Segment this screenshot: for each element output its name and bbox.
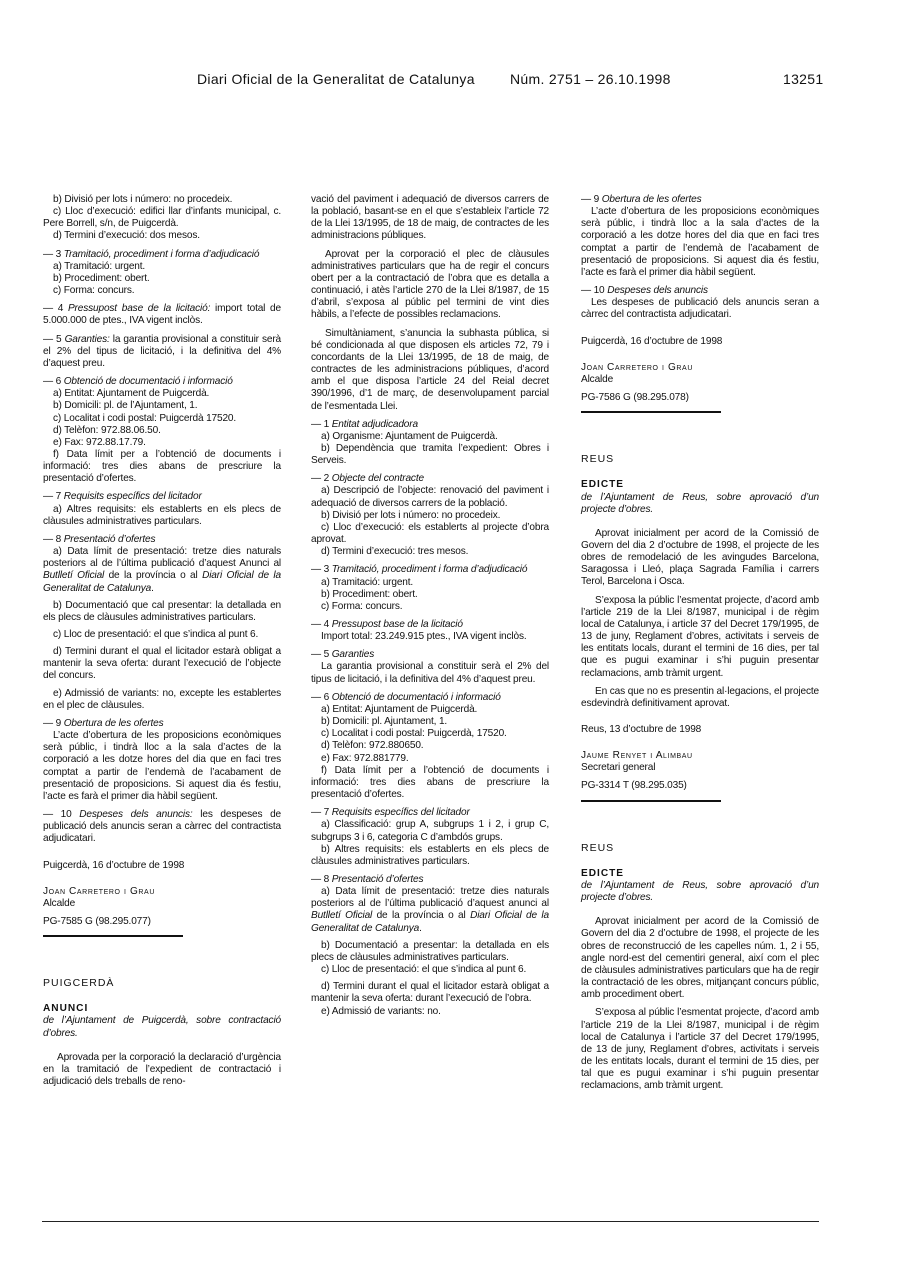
text: Aprovat per la corporació el plec de clàusules administratives particulars que ha de regir el concurs obert per a la contractació de l’obra que es detalla a continuació, i atès l’article 270 de la Llei 8/1987, de 15 d’abril, s’exposa al públic pel termini de vint dies hàbils, a l’efecte de possibles reclamacions. xyxy=(311,248,549,321)
text-line xyxy=(581,392,819,404)
text: Aprovat inicialment per acord de la Comissió de Govern del dia 2 d’octubre de 1998, el projecte de les obres de reconstrucció de les capelles núm. 1, 2 i 55, angle nord-est del cementiri general, així com el plec de clàusules administratives particulars que ha de regir la contractació de les obres, mitjançant concurs públic, amb procediment obert. xyxy=(581,916,819,1001)
list-item xyxy=(311,819,549,843)
text: b) Documentació que cal presentar: la detallada en els plecs de clàusules administratives particulars. xyxy=(43,599,281,623)
italic-text: Diari Oficial de la Generalitat de Catalunya xyxy=(43,570,281,594)
page-number: 13251 xyxy=(783,71,824,87)
text: b) Procediment: obert. xyxy=(53,272,150,284)
italic-text: Obertura de les ofertes xyxy=(63,717,164,729)
text: b) Domicili: pl. Ajuntament, 1. xyxy=(321,716,448,728)
list-item xyxy=(311,765,549,801)
text: REUS xyxy=(581,841,615,854)
text: EDICTE xyxy=(581,867,625,879)
notice-title xyxy=(581,868,819,880)
list-item xyxy=(311,940,549,964)
italic-text: Despeses dels anuncis xyxy=(607,285,708,297)
text: b) Domicili: pl. de l’Ajuntament, 1. xyxy=(53,400,198,412)
italic-text: Pressupost base de la licitació: xyxy=(67,303,211,315)
text: — 2 xyxy=(311,473,332,485)
text-line xyxy=(43,886,281,898)
text: En cas que no es presentin al·legacions, el projecte esdevindrà definitivament aprovat. xyxy=(581,685,819,709)
text: d) Telèfon: 972.880650. xyxy=(321,740,424,752)
list-item xyxy=(43,730,281,803)
text: PG-7586 G (98.295.078) xyxy=(581,392,689,404)
paragraph xyxy=(581,528,819,589)
column-3 xyxy=(581,194,819,1092)
list-item xyxy=(43,388,281,400)
text: e) Admissió de variants: no, excepte les establertes en el plec de clàusules. xyxy=(43,687,281,711)
text: — 6 xyxy=(43,376,64,388)
text: c) Localitat i codi postal: Puigcerdà, 17520. xyxy=(321,728,507,740)
list-item xyxy=(311,1006,549,1018)
text: Simultàniament, s’anuncia la subhasta pública, si bé condicionada al que disposen els articles 72, 79 i concordants de la Llei 13/1995, de 18 de maig, de contractes de les administracions públiques, d’acord amb el que disposa l’article 24 del Reial decret 390/1996, d’1 de març, de desenvolupament parcial de l’esmentada Llei. xyxy=(311,327,549,412)
text: c) Lloc d’execució: edifici llar d’infants municipal, c. Pere Borrell, s/n, de Puigcerdà. xyxy=(43,206,281,230)
text: d) Termini durant el qual el licitador estarà obligat a mantenir la seva oferta: durant l’execució de l’obra. xyxy=(311,981,549,1005)
list-item xyxy=(43,194,281,206)
section-heading xyxy=(311,874,549,886)
text: a) Entitat: Ajuntament de Puigcerdà. xyxy=(321,703,478,715)
text: c) Lloc d’execució: els establerts al projecte d’obra aprovat. xyxy=(311,521,549,546)
section-heading xyxy=(581,194,819,206)
text: Import total: 23.249.915 ptes., IVA vigent inclòs. xyxy=(321,631,527,643)
list-item xyxy=(311,661,549,685)
text: PG-7585 G (98.295.077) xyxy=(43,915,151,927)
divider-rule xyxy=(43,935,183,937)
list-item xyxy=(311,522,549,546)
list-item xyxy=(311,844,549,868)
text: a) Descripció de l’objecte: renovació del paviment i adequació de diversos carrers de la població. xyxy=(311,485,549,509)
list-item xyxy=(581,206,819,279)
list-item xyxy=(43,413,281,425)
text-line xyxy=(43,916,281,928)
section-heading xyxy=(43,718,281,730)
text: b) Altres requisits: els establerts en els plecs de clàusules administratives particulars. xyxy=(311,843,549,867)
text-line xyxy=(581,336,819,348)
signatory-name: Jaume Renyet i Alimbau xyxy=(581,750,693,762)
italic-text: Obertura de les ofertes xyxy=(601,194,702,205)
section-heading xyxy=(311,419,549,431)
italic-text: de l’Ajuntament de Puigcerdà, sobre contractació d’obres. xyxy=(43,1015,281,1039)
section-heading xyxy=(43,491,281,503)
text: la garantia provisional a constituir serà el 2% del tipus de licitació, i la definitiva del 4% d’aquest preu. xyxy=(43,333,282,369)
list-item xyxy=(43,449,281,485)
text: Reus, 13 d’octubre de 1998 xyxy=(581,724,702,735)
place-heading xyxy=(43,977,281,989)
text: e) Fax: 972.88.17.79. xyxy=(53,436,146,448)
text: — 5 xyxy=(311,649,332,661)
text-line xyxy=(581,750,819,762)
text: — 7 xyxy=(43,491,64,503)
section-heading xyxy=(311,807,549,819)
italic-text: Garanties xyxy=(331,649,375,661)
italic-text: Objecte del contracte xyxy=(331,473,424,485)
list-item xyxy=(311,740,549,752)
text: — 3 xyxy=(311,564,332,576)
italic-text: Presentació d’ofertes xyxy=(63,533,156,545)
section-heading xyxy=(43,809,281,845)
text: PG-3314 T (98.295.035) xyxy=(581,780,687,792)
column-1 xyxy=(43,194,281,1088)
paragraph xyxy=(43,1052,281,1088)
list-item xyxy=(311,981,549,1005)
text: — 4 xyxy=(311,619,332,630)
list-item xyxy=(43,273,281,285)
section-heading xyxy=(311,619,549,631)
text: EDICTE xyxy=(581,479,625,491)
list-item xyxy=(43,546,281,595)
list-item xyxy=(311,546,549,558)
text: import total de 5.000.000 de ptes., IVA vigent inclòs. xyxy=(43,303,281,327)
text: c) Forma: concurs. xyxy=(53,285,135,297)
text: PUIGCERDÀ xyxy=(43,977,115,990)
text: S’exposa la públic l’esmentat projecte, d’acord amb l’article 219 de la Llei 8/1987, municipal i de règim local de Catalunya, i article 37 del Decret 179/1995, de 13 de juny, Reglament d’obres, activitats i serveis de les entitats locals, durant el termini de 16 dies, per tal que es pugui examinar i s’hi puguin presentar reclamacions, amb tràmit urgent. xyxy=(581,594,819,679)
text-line xyxy=(581,762,819,774)
list-item xyxy=(311,431,549,443)
signatory-name: Joan Carretero i Grau xyxy=(581,361,693,373)
text: Puigcerdà, 16 d’octubre de 1998 xyxy=(43,859,185,871)
text-line xyxy=(581,880,819,904)
text: REUS xyxy=(581,453,615,466)
section-heading xyxy=(43,334,281,370)
text-line xyxy=(43,1015,281,1039)
text: a) Tramitació: urgent. xyxy=(321,576,414,588)
list-item xyxy=(43,285,281,297)
list-item xyxy=(43,629,281,641)
text: a) Tramitació: urgent. xyxy=(53,260,146,272)
text: a) Data límit de presentació: tretze dies naturals posteriors al de l’última publicació d’aquest anunci al xyxy=(311,886,549,910)
divider-rule xyxy=(581,800,721,802)
text: — 4 xyxy=(43,303,68,315)
list-item xyxy=(43,646,281,682)
text: c) Localitat i codi postal: Puigcerdà 17520. xyxy=(53,412,237,424)
text: — 6 xyxy=(311,691,332,703)
place-heading xyxy=(581,842,819,854)
text: b) Dependència que tramita l’expedient: Obres i Serveis. xyxy=(311,442,549,467)
list-item xyxy=(311,728,549,740)
text: f) Data límit per a l’obtenció de documents i informació: tres dies abans de prescriure la presentació d’ofertes. xyxy=(43,448,281,485)
text: — 10 xyxy=(581,285,608,297)
text: — 9 xyxy=(581,194,602,205)
italic-text: Obtenció de documentació i informació xyxy=(63,376,233,388)
text: Secretari general xyxy=(581,762,656,774)
list-item xyxy=(43,600,281,624)
list-item xyxy=(43,261,281,273)
text: b) Divisió per lots i número: no procedeix. xyxy=(53,194,233,205)
list-item xyxy=(311,631,549,643)
italic-text: de l’Ajuntament de Reus, sobre aprovació d’un projecte d’obres. xyxy=(581,879,819,904)
paragraph xyxy=(581,595,819,680)
text: ANUNCI xyxy=(43,1003,89,1015)
text-line xyxy=(581,724,819,736)
italic-text: Diari Oficial de la Generalitat de Catalunya xyxy=(311,910,549,934)
italic-text: Obtenció de documentació i informació xyxy=(331,691,501,703)
list-item xyxy=(311,577,549,589)
text: a) Altres requisits: els establerts en els plecs de clàusules administratives particulars. xyxy=(43,503,281,527)
text-line xyxy=(581,362,819,374)
footer-rule xyxy=(42,1221,819,1222)
notice-title xyxy=(581,479,819,491)
text: L’acte d’obertura de les proposicions econòmiques serà públic, i tindrà lloc a la sala d’actes de la corporació a les dotze hores del dia que en faci tres comptat a partir de l’endemà de l’acabament de presentació de proposicions. Si aquest dia és festiu, l’acte es farà el primer dia hàbil següent. xyxy=(43,730,281,802)
paragraph xyxy=(311,249,549,322)
list-item xyxy=(311,753,549,765)
text: — 10 xyxy=(43,809,80,821)
text: S’exposa al públic l’esmentat projecte, d’acord amb l’article 219 de la Llei 8/1987, municipal i de règim local de Catalunya i l’article 37 del Decret 179/1995, de 13 de juny, Reglament d’obres, activitats i serveis de les entitats locals, durant el termini de 15 dies, per tal que es pugui examinar i s’hi puguin presentar reclamacions, amb tràmit urgent. xyxy=(581,1007,819,1092)
italic-text: Requisits específics del licitador xyxy=(331,807,470,819)
list-item xyxy=(311,443,549,467)
text-line xyxy=(43,860,281,872)
text: . xyxy=(151,582,154,594)
text: Aprovada per la corporació la declaració d’urgència en la tramitació de l’expedient de contractació i adjudicació dels treballs de reno- xyxy=(43,1051,281,1088)
text: — 7 xyxy=(311,807,332,819)
section-heading xyxy=(43,376,281,388)
divider-rule xyxy=(581,411,721,413)
text: a) Data límit de presentació: tretze dies naturals posteriors al de l’última publicació d’aquest Anunci al xyxy=(43,546,281,570)
section-heading xyxy=(311,649,549,661)
text: e) Fax: 972.881779. xyxy=(321,752,409,764)
text: de la província o al xyxy=(372,910,471,922)
section-heading xyxy=(311,473,549,485)
section-heading xyxy=(43,303,281,327)
list-item xyxy=(311,510,549,522)
text-line xyxy=(581,780,819,792)
section-heading xyxy=(43,534,281,546)
list-item xyxy=(311,485,549,509)
italic-text: Despeses dels anuncis: xyxy=(79,809,193,821)
italic-text: Presentació d’ofertes xyxy=(331,873,424,885)
italic-text: Tramitació, procediment i forma d’adjudicació xyxy=(63,248,260,260)
paragraph xyxy=(311,328,549,413)
text: Aprovat inicialment per acord de la Comissió de Govern del dia 2 d’octubre de 1998, el projecte de les obres de remodelació de les avingudes Barcelona, Saragossa i Lleó, plaça Sagrada Família i carrers Terol, Barcelona i Osca. xyxy=(581,527,819,588)
section-heading xyxy=(311,692,549,704)
text: Alcalde xyxy=(43,897,76,909)
list-item xyxy=(43,230,281,242)
text: . xyxy=(419,922,422,934)
text: a) Organisme: Ajuntament de Puigcerdà. xyxy=(321,430,498,442)
list-item xyxy=(43,688,281,712)
text: — 3 xyxy=(43,248,64,260)
list-item xyxy=(311,964,549,976)
text: c) Forma: concurs. xyxy=(321,600,403,612)
text: d) Telèfon: 972.88.06.50. xyxy=(53,424,161,436)
section-heading xyxy=(311,564,549,576)
list-item xyxy=(43,425,281,437)
list-item xyxy=(311,886,549,935)
list-item xyxy=(311,601,549,613)
italic-text: Pressupost base de la licitació xyxy=(331,619,463,630)
paragraph xyxy=(581,916,819,1001)
text: les despeses de publicació dels anuncis seran a càrrec del contractista adjudicatari. xyxy=(43,809,282,845)
paragraph xyxy=(581,1007,819,1092)
paragraph xyxy=(581,686,819,710)
text: — 5 xyxy=(43,333,65,345)
column-2 xyxy=(311,194,549,1018)
text: a) Classificació: grup A, subgrups 1 i 2, i grup C, subgrups 3 i 6, categoria C d’ambdós grups. xyxy=(311,819,549,843)
list-item xyxy=(43,206,281,230)
text: — 1 xyxy=(311,418,332,430)
text: Puigcerdà, 16 d’octubre de 1998 xyxy=(581,335,723,347)
text: de la província o al xyxy=(104,570,203,582)
notice-title xyxy=(43,1003,281,1015)
list-item xyxy=(43,504,281,528)
paragraph-continued xyxy=(311,194,549,243)
text: b) Divisió per lots i número: no procedeix. xyxy=(321,509,501,521)
list-item xyxy=(311,704,549,716)
text: Les despeses de publicació dels anuncis seran a càrrec del contractista adjudicatari. xyxy=(581,297,819,321)
italic-text: de l’Ajuntament de Reus, sobre aprovació d’un projecte d’obres. xyxy=(581,491,819,515)
journal-title: Diari Oficial de la Generalitat de Catalunya xyxy=(197,71,475,87)
text: — 8 xyxy=(311,873,332,885)
text: e) Admissió de variants: no. xyxy=(321,1005,441,1017)
text: c) Lloc de presentació: el que s’indica al punt 6. xyxy=(53,629,259,640)
text: b) Documentació a presentar: la detallada en els plecs de clàusules administratives particulars. xyxy=(311,939,549,963)
italic-text: Butlletí Oficial xyxy=(43,570,105,582)
signatory-name: Joan Carretero i Grau xyxy=(43,885,155,897)
text: La garantia provisional a constituir serà el 2% del tipus de licitació, i la definitiva del 4% d’aquest preu. xyxy=(311,661,549,685)
section-heading xyxy=(581,285,819,297)
text-line xyxy=(581,374,819,386)
text: b) Procediment: obert. xyxy=(321,588,418,600)
text: d) Termini d’execució: tres mesos. xyxy=(321,546,469,558)
list-item xyxy=(581,297,819,321)
italic-text: Entitat adjudicadora xyxy=(331,418,418,430)
issue-number-date: Núm. 2751 – 26.10.1998 xyxy=(510,71,671,87)
text-line xyxy=(581,492,819,516)
text: L’acte d’obertura de les proposicions econòmiques serà públic, i tindrà lloc a la sala d’actes de la corporació a les dotze hores del dia que en faci tres comptat a partir de l’endemà de l’acabament de presentació de proposicions. Si aquest dia és festiu, l’acte es farà el primer dia hàbil següent. xyxy=(581,206,819,278)
italic-text: Tramitació, procediment i forma d’adjudicació xyxy=(331,564,528,576)
text: d) Termini d’execució: dos mesos. xyxy=(53,230,200,242)
text: d) Termini durant el qual el licitador estarà obligat a mantenir la seva oferta: durant l’execució de l’objecte del concurs. xyxy=(43,646,281,682)
text: a) Entitat: Ajuntament de Puigcerdà. xyxy=(53,388,210,400)
list-item xyxy=(43,437,281,449)
italic-text: Requisits específics del licitador xyxy=(63,491,202,503)
text-line xyxy=(43,898,281,910)
text: — 9 xyxy=(43,717,64,729)
list-item xyxy=(43,400,281,412)
section-heading xyxy=(43,249,281,261)
text: — 8 xyxy=(43,533,64,545)
list-item xyxy=(311,589,549,601)
italic-text: Garanties: xyxy=(64,333,110,345)
list-item xyxy=(311,716,549,728)
text: f) Data límit per a l’obtenció de documents i informació: tres dies abans de prescriure la presentació d’ofertes. xyxy=(311,764,549,801)
italic-text: Butlletí Oficial xyxy=(311,910,373,922)
text: Alcalde xyxy=(581,373,614,385)
text: c) Lloc de presentació: el que s’indica al punt 6. xyxy=(321,964,527,976)
text: vació del paviment i adequació de diversos carrers de la població, basant-se en el que s’estableix l’article 72 de la Llei 13/1995, de 18 de maig, de contractes de les administracions públiques. xyxy=(311,194,549,242)
place-heading xyxy=(581,453,819,465)
